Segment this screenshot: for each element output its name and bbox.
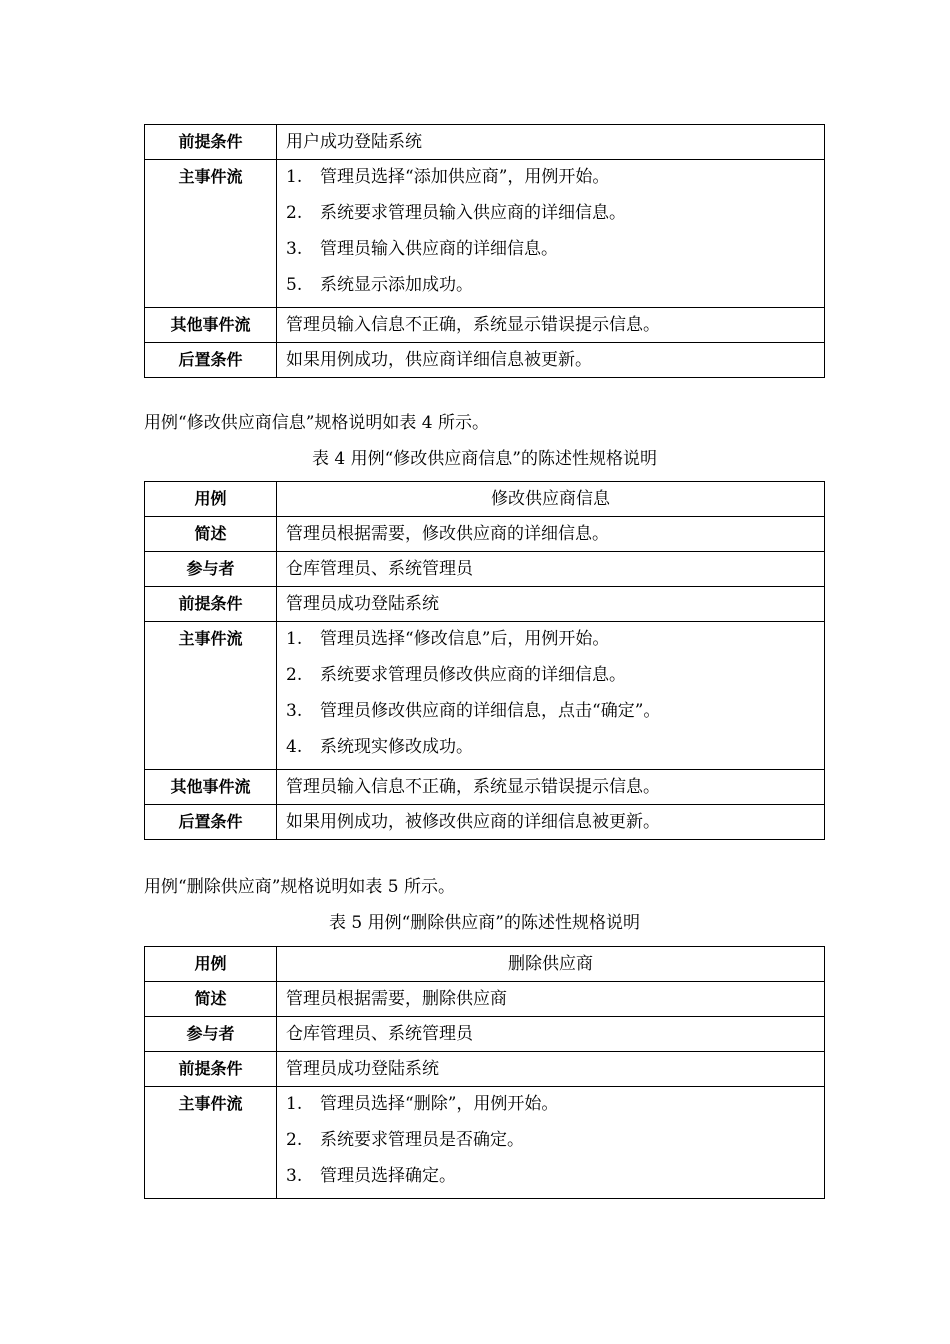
row-label: 参与者 (145, 552, 277, 587)
table-row (145, 552, 825, 587)
row-label: 前提条件 (145, 587, 277, 622)
main-flow-steps (277, 160, 825, 308)
table-row (145, 125, 825, 160)
row-label: 用例 (145, 947, 277, 982)
row-label: 主事件流 (145, 622, 277, 770)
step-item (286, 659, 815, 695)
main-flow-steps (277, 622, 825, 770)
step-item (286, 1124, 815, 1160)
row-label: 简述 (145, 982, 277, 1017)
row-value: 用户成功登陆系统 (277, 125, 825, 160)
table-row (145, 160, 825, 308)
row-label: 其他事件流 (145, 770, 277, 805)
step-item (286, 269, 815, 305)
row-label: 主事件流 (145, 160, 277, 308)
table-4 (144, 481, 825, 840)
table-row (145, 805, 825, 840)
step-text: 系统要求管理员输入供应商的详细信息。 (320, 203, 626, 223)
table-row (145, 587, 825, 622)
step-item (286, 233, 815, 269)
table-top (144, 124, 825, 378)
table-row (145, 1087, 825, 1199)
step-text: 系统要求管理员是否确定。 (320, 1130, 524, 1150)
step-item (286, 1160, 815, 1196)
step-number: 3. (286, 701, 303, 721)
row-value: 管理员成功登陆系统 (277, 1052, 825, 1087)
row-value: 仓库管理员、系统管理员 (277, 1017, 825, 1052)
row-label: 参与者 (145, 1017, 277, 1052)
row-label: 其他事件流 (145, 308, 277, 343)
table5-caption: 表 5 用例“删除供应商”的陈述性规格说明 (328, 913, 640, 933)
table-row (145, 482, 825, 517)
step-text: 管理员选择“修改信息”后，用例开始。 (320, 629, 610, 649)
step-number: 2. (286, 203, 303, 223)
row-value: 删除供应商 (277, 947, 825, 982)
step-item (286, 1088, 815, 1124)
step-text: 管理员选择确定。 (320, 1166, 456, 1186)
step-number: 2. (286, 1130, 303, 1150)
table-row (145, 770, 825, 805)
row-value: 管理员根据需要，修改供应商的详细信息。 (277, 517, 825, 552)
row-label: 后置条件 (145, 805, 277, 840)
table-5 (144, 946, 825, 1199)
table-row (145, 982, 825, 1017)
step-text: 管理员选择“删除”，用例开始。 (320, 1094, 559, 1114)
step-text: 管理员修改供应商的详细信息，点击“确定”。 (320, 701, 661, 721)
row-value: 管理员根据需要，删除供应商 (277, 982, 825, 1017)
row-label: 用例 (145, 482, 277, 517)
step-number: 1. (286, 167, 303, 187)
row-label: 前提条件 (145, 125, 277, 160)
step-text: 管理员选择“添加供应商”，用例开始。 (320, 167, 610, 187)
row-label: 主事件流 (145, 1087, 277, 1199)
row-label: 简述 (145, 517, 277, 552)
table-row (145, 517, 825, 552)
step-item (286, 695, 815, 731)
row-value: 如果用例成功，供应商详细信息被更新。 (277, 343, 825, 378)
row-value: 管理员成功登陆系统 (277, 587, 825, 622)
table-row (145, 1052, 825, 1087)
row-label: 后置条件 (145, 343, 277, 378)
step-item (286, 197, 815, 233)
row-value: 修改供应商信息 (277, 482, 825, 517)
row-value: 如果用例成功，被修改供应商的详细信息被更新。 (277, 805, 825, 840)
table-row (145, 622, 825, 770)
table-row (145, 1017, 825, 1052)
row-value: 管理员输入信息不正确，系统显示错误提示信息。 (277, 770, 825, 805)
step-number: 1. (286, 629, 303, 649)
step-text: 系统显示添加成功。 (320, 275, 473, 295)
table-row (145, 308, 825, 343)
step-number: 3. (286, 239, 303, 259)
step-item (286, 161, 815, 197)
main-flow-steps (277, 1087, 825, 1199)
step-number: 5. (286, 275, 303, 295)
row-value: 仓库管理员、系统管理员 (277, 552, 825, 587)
row-value: 管理员输入信息不正确，系统显示错误提示信息。 (277, 308, 825, 343)
step-number: 3. (286, 1166, 303, 1186)
step-text: 管理员输入供应商的详细信息。 (320, 239, 558, 259)
intro-paragraph-table5: 用例“删除供应商”规格说明如表 5 所示。 (144, 877, 456, 897)
step-number: 1. (286, 1094, 303, 1114)
table-row (145, 343, 825, 378)
step-text: 系统要求管理员修改供应商的详细信息。 (320, 665, 626, 685)
intro-paragraph-table4: 用例“修改供应商信息”规格说明如表 4 所示。 (144, 413, 490, 433)
step-item (286, 623, 815, 659)
step-item (286, 731, 815, 767)
table-row (145, 947, 825, 982)
row-label: 前提条件 (145, 1052, 277, 1087)
step-text: 系统现实修改成功。 (320, 737, 473, 757)
step-number: 2. (286, 665, 303, 685)
table4-caption: 表 4 用例“修改供应商信息”的陈述性规格说明 (311, 449, 657, 469)
step-number: 4. (286, 737, 303, 757)
